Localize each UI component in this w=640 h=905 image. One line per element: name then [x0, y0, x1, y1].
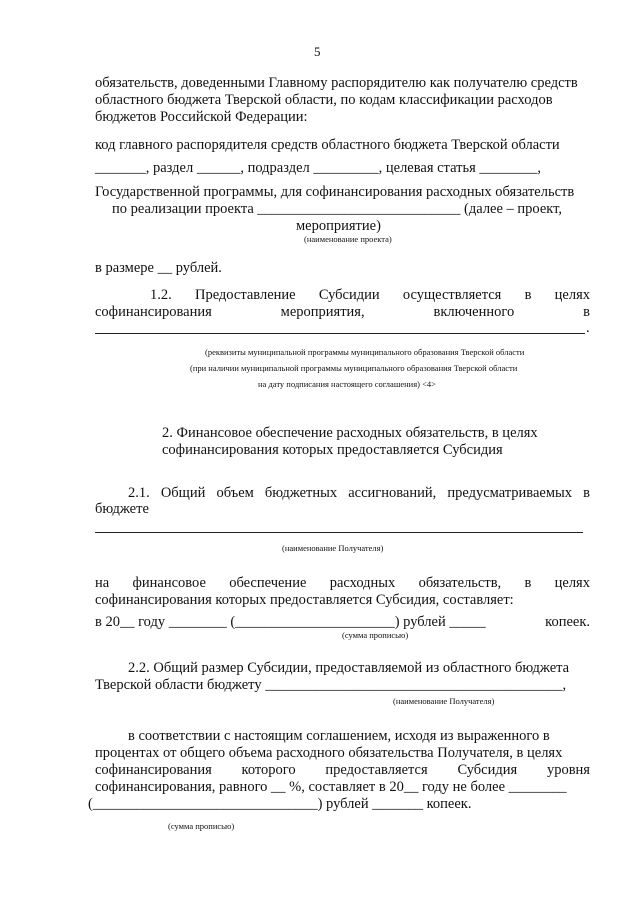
- p21-line-1: [128, 485, 590, 501]
- p12-line-1: [150, 287, 590, 303]
- program-requisites-caption-2: (при наличии муниципальной программы муниципального образования Тверской области: [190, 363, 518, 373]
- recipient-fill-line: [95, 532, 583, 533]
- p22-line-6: софинансирования, равного __ %, составляет в 20__ году не более ________: [95, 779, 567, 795]
- word: 2.1.: [128, 485, 150, 501]
- word: предоставляется: [325, 762, 428, 778]
- p21-line-3: [95, 575, 590, 591]
- p22-line-3: в соответствии с настоящим соглашением, исходя из выраженного в: [128, 728, 550, 744]
- p21-line-4: софинансирования которых предоставляется Субсидия, составляет:: [95, 592, 514, 608]
- codes-line-1: код главного распорядителя средств областного бюджета Тверской области: [95, 137, 560, 153]
- word: софинансирования: [95, 762, 212, 778]
- amount-phrase: в 20__ году ________ (______________________) рублей _____: [95, 614, 486, 630]
- word: финансовое: [132, 575, 206, 591]
- amount-line: в размере __ рублей.: [95, 260, 222, 276]
- p22-line-2: Тверской области бюджету _________________________________________,: [95, 677, 567, 693]
- word: в: [583, 304, 590, 320]
- project-name-caption: (наименование проекта): [304, 234, 392, 244]
- word: целях: [554, 575, 590, 591]
- word: осуществляется: [402, 287, 502, 303]
- program-line-1: Государственной программы, для софинансирования расходных обязательств: [95, 184, 575, 200]
- section-2-title-2: софинансирования которых предоставляется Субсидия: [162, 442, 503, 458]
- p21-line-2: бюджете: [95, 501, 149, 517]
- word: предусматриваемых: [447, 485, 572, 501]
- word: бюджетных: [264, 485, 338, 501]
- word: ассигнований,: [348, 485, 437, 501]
- intro-line-3: бюджетов Российской Федерации:: [95, 109, 308, 125]
- word: Субсидия: [457, 762, 518, 778]
- word: Общий: [160, 485, 206, 501]
- amount-in-words-caption: (сумма прописью): [342, 630, 409, 640]
- word: Субсидии: [318, 287, 380, 303]
- word: включенного: [433, 304, 515, 320]
- word: целях: [554, 287, 590, 303]
- word: мероприятия,: [280, 304, 365, 320]
- p22-line-7: (_______________________________) рублей _______ копеек.: [88, 796, 472, 812]
- program-requisites-caption-1: (реквизиты муниципальной программы муниципального образования Тверской области: [205, 347, 525, 357]
- p22-line-4: процентах от общего объема расходного обязательства Получателя, в целях: [95, 745, 563, 761]
- program-line-2: по реализации проекта ____________________________ (далее – проект,: [112, 201, 563, 217]
- word: в: [524, 575, 532, 591]
- word: на: [95, 575, 110, 591]
- word: Предоставление: [194, 287, 296, 303]
- p12-end-dot: .: [586, 320, 590, 336]
- intro-line-2: областного бюджета Тверской области, по кодам классификации расходов: [95, 92, 553, 108]
- recipient-name-caption-2: (наименование Получателя): [393, 696, 495, 706]
- word: расходных: [329, 575, 396, 591]
- word: обеспечение: [229, 575, 307, 591]
- p22-line-5: [95, 762, 590, 778]
- codes-line-2: _______, раздел ______, подраздел _________, целевая статья ________,: [95, 160, 542, 176]
- program-line-3: мероприятие): [296, 218, 381, 234]
- p21-line-5: [95, 614, 590, 630]
- amount-in-words-caption-2: (сумма прописью): [168, 821, 235, 831]
- program-requisites-caption-3: на дату подписания настоящего соглашения) <4>: [258, 379, 436, 389]
- word: объем: [216, 485, 254, 501]
- word: в: [583, 485, 590, 501]
- recipient-name-caption: (наименование Получателя): [282, 543, 384, 553]
- section-2-title-1: 2. Финансовое обеспечение расходных обязательств, в целях: [162, 425, 538, 441]
- word: обязательств,: [418, 575, 502, 591]
- p22-line-1: 2.2. Общий размер Субсидии, предоставляемой из областного бюджета: [128, 660, 570, 676]
- word: в: [524, 287, 532, 303]
- page-number: 5: [314, 44, 321, 59]
- p12-fill-line: [95, 333, 585, 334]
- word: уровня: [546, 762, 590, 778]
- word: 1.2.: [150, 287, 172, 303]
- p12-line-2: [95, 304, 590, 320]
- word: которого: [241, 762, 296, 778]
- intro-line-1: обязательств, доведенными Главному распорядителю как получателю средств: [95, 75, 578, 91]
- word: копеек.: [545, 614, 590, 630]
- word: софинансирования: [95, 304, 212, 320]
